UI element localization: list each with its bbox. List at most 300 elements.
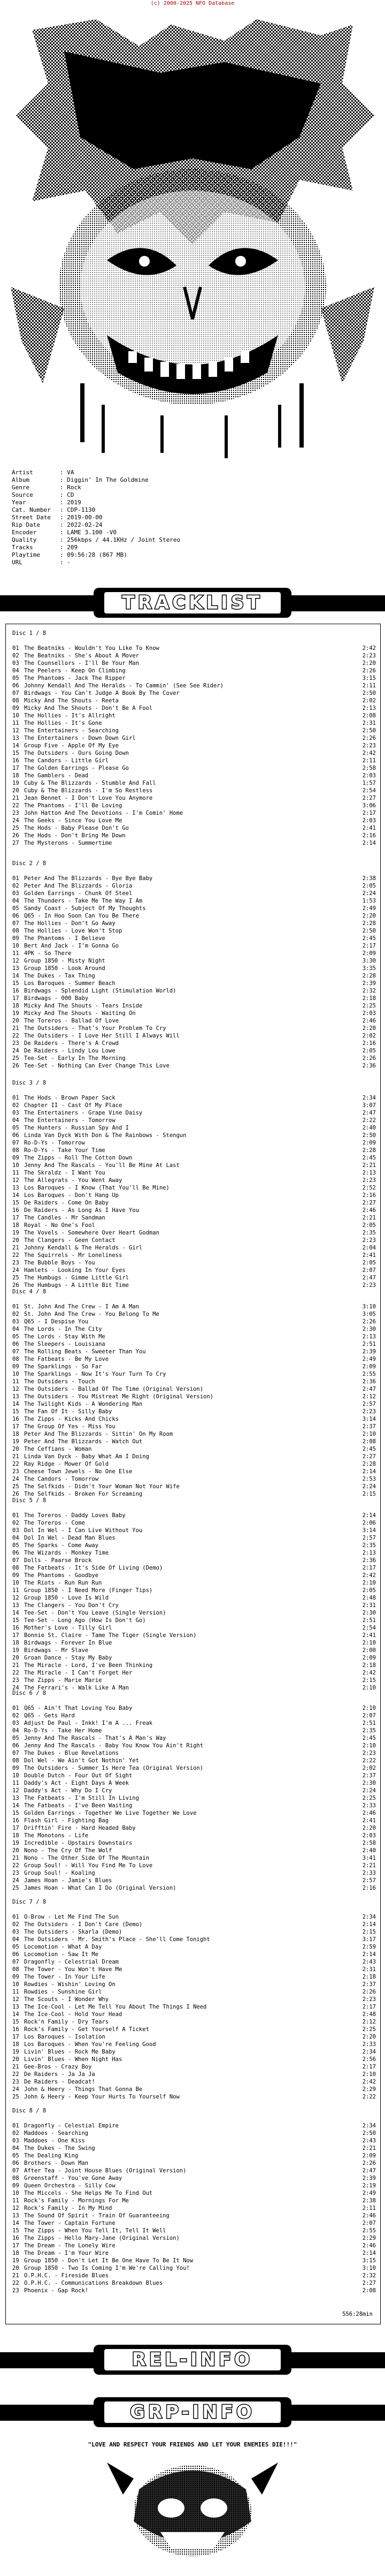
track-row	[12, 957, 376, 965]
track-row	[12, 1988, 376, 1996]
track-number: 06	[12, 1742, 19, 1749]
track-number: 09	[12, 935, 19, 942]
track-row	[12, 1527, 376, 1534]
track-number: 02	[12, 2130, 19, 2136]
track-title: Golden Earrings - Chunk Of Steel	[24, 890, 133, 897]
track-row	[12, 1047, 376, 1055]
track-title: The Selfkids - Didn't Your Woman Not Your Wife	[24, 1483, 180, 1490]
track-title: The Ice-Cool - Let Me Tell You About The Things I Need	[24, 2004, 207, 2010]
track-title: Ro-D-Ys - Tomorrow	[24, 1140, 85, 1146]
track-title: Royal - No One's Fool	[24, 1222, 95, 1229]
track-title: Nono - The Cry Of The Wolf	[24, 1847, 112, 1854]
track-length: 2:50	[362, 928, 376, 934]
track-title: Q65 - Gets Hard	[24, 1713, 75, 1719]
info-value: CDP-1130	[67, 506, 96, 513]
track-length: 2:42	[362, 2079, 376, 2085]
track-title: Ro-D-Ys - Take Her Home	[24, 1728, 102, 1734]
track-length: 2:03	[362, 817, 376, 824]
track-title: Los Baroques - I Know (That You'll Be Mine)	[24, 1185, 170, 1191]
track-title: The Geeks - Since You Love Me	[24, 817, 122, 824]
track-row	[12, 1325, 376, 1333]
track-number: 05	[12, 1125, 19, 1131]
track-length: 2:16	[362, 1040, 376, 1047]
track-row	[12, 1936, 376, 1943]
track-length: 2:27	[362, 1200, 376, 1206]
track-number: 12	[12, 1595, 19, 1601]
track-title: The Outsiders - I Don't Care (Demo)	[24, 1921, 143, 1928]
track-length: 3:15	[362, 675, 376, 681]
track-row	[12, 2287, 376, 2294]
track-title: The Clangers - You Don't Cry	[24, 1602, 119, 1609]
track-title: Micky And The Shouts - Tears Inside	[24, 1003, 143, 1009]
track-number: 02	[12, 1713, 19, 1719]
track-title: The Wizards - Monkey Time	[24, 1550, 109, 1556]
track-number: 23	[12, 1260, 19, 1266]
track-row	[12, 719, 376, 727]
track-row	[12, 1177, 376, 1184]
track-row	[12, 1102, 376, 1109]
track-number: 12	[12, 1386, 19, 1392]
track-number: 07	[12, 1348, 19, 1355]
info-label: Encoder	[12, 529, 37, 536]
track-row	[12, 1370, 376, 1378]
track-length: 2:54	[362, 1625, 376, 1631]
info-label: Genre	[12, 484, 30, 491]
track-length: 2:46	[362, 2213, 376, 2219]
track-title: The Vovels - Somewhere Over Heart Godman	[24, 1230, 159, 1236]
track-row	[12, 950, 376, 957]
track-number: 16	[12, 757, 19, 764]
track-row	[12, 667, 376, 675]
track-title: Gee-Bros - Crazy Boy	[24, 2064, 92, 2070]
track-length: 3:10	[362, 1304, 376, 1310]
track-number: 06	[12, 1951, 19, 1958]
track-length: 2:16	[362, 832, 376, 839]
track-length: 2:21	[362, 2145, 376, 2151]
track-row	[12, 2182, 376, 2189]
track-number: 01	[12, 1095, 19, 1101]
track-number: 06	[12, 683, 19, 689]
track-title: Johnny Kendall And The Heralds - To Cammin' (See See Rider)	[24, 683, 224, 689]
track-title: Q65 - Ain't That Loving You Baby	[24, 1705, 133, 1711]
track-title: James Hoan - What Can I Do (Original Version)	[24, 1885, 176, 1891]
track-row	[12, 1393, 376, 1400]
track-row	[12, 1310, 376, 1318]
track-number: 11	[12, 720, 19, 726]
track-title: The Dream - I'm Your Wire	[24, 2250, 109, 2256]
track-length: 2:11	[362, 2205, 376, 2211]
track-row	[12, 2018, 376, 2026]
track-length: 2:24	[362, 1483, 376, 1490]
track-length: 2:23	[362, 1408, 376, 1415]
track-length: 2:35	[362, 1230, 376, 1236]
track-length: 2:26	[362, 1989, 376, 1995]
track-number: 05	[12, 1944, 19, 1950]
track-row	[12, 1654, 376, 1662]
track-number: 17	[12, 765, 19, 771]
track-row	[12, 1222, 376, 1229]
track-row	[12, 1132, 376, 1139]
info-value: Rock	[67, 484, 81, 491]
track-row	[12, 1199, 376, 1207]
disc-header: Disc 5 / 8	[12, 1497, 47, 1504]
track-number: 09	[12, 1155, 19, 1161]
track-title: James Hoan - Jamie's Blues	[24, 1877, 112, 1884]
track-length: 2:47	[362, 1386, 376, 1392]
track-title: The Peelers - Keep On Climbing	[24, 668, 126, 674]
track-row	[12, 1572, 376, 1579]
track-row	[12, 2189, 376, 2197]
track-title: Dragonfly - Celestrial Dream	[24, 1959, 119, 1965]
track-length: 2:55	[362, 1371, 376, 1377]
track-row	[12, 920, 376, 927]
track-title: Birdwags - 000 Baby	[24, 995, 89, 1002]
track-number: 06	[12, 1341, 19, 1347]
track-title: The Phantoms - I Believe	[24, 935, 105, 942]
track-row	[12, 1913, 376, 1921]
track-row	[12, 1542, 376, 1549]
track-title: The Twilight Kids - A Wondering Man	[24, 1401, 143, 1407]
track-title: Tee-Set - Nothing Can Ever Change This Love	[24, 1063, 170, 1069]
track-row	[12, 1348, 376, 1355]
track-row	[12, 987, 376, 995]
ascii-artwork	[0, 9, 385, 469]
track-row	[12, 1928, 376, 1936]
track-number: 12	[12, 958, 19, 964]
track-row	[12, 2204, 376, 2212]
track-row	[12, 690, 376, 697]
disc-header: Disc 8 / 8	[12, 2108, 47, 2114]
track-title: Livin' Blues - Rock Me Baby	[24, 2049, 116, 2055]
info-row: Tracks : 209	[12, 544, 78, 551]
track-title: The Humbugs - A Little Bit Time	[24, 1282, 129, 1289]
track-row	[12, 980, 376, 987]
info-label: Playtime	[12, 551, 40, 558]
track-length: 2:07	[362, 1713, 376, 1719]
track-title: Dol Wel - We Ain't Got Nothin' Yet	[24, 1757, 139, 1764]
track-title: The Outsiders - Skarla (Demo)	[24, 1929, 122, 1935]
track-row	[12, 995, 376, 1002]
track-length: 2:42	[362, 1572, 376, 1579]
track-title: Group Five - Apple Of My Eye	[24, 743, 119, 749]
track-length: 2:40	[362, 1847, 376, 1854]
track-row	[12, 2152, 376, 2160]
track-number: 14	[12, 743, 19, 749]
track-length: 2:20	[362, 1825, 376, 1831]
track-number: 19	[12, 1840, 19, 1846]
track-number: 23	[12, 1468, 19, 1475]
track-title: Q65 - In Hoo Soon Can You Be There	[24, 913, 139, 919]
track-row	[12, 1609, 376, 1617]
track-title: The Outsiders - Summer Is Here Tea (Original Version)	[24, 1765, 204, 1771]
track-length: 2:53	[362, 1476, 376, 1482]
track-number: 19	[12, 1230, 19, 1236]
track-number: 07	[12, 1750, 19, 1756]
track-number: 26	[12, 1282, 19, 1289]
track-length: 3:14	[362, 1527, 376, 1534]
track-title: The Sleepers - Louisiana	[24, 1341, 105, 1347]
track-length: 2:49	[362, 2190, 376, 2196]
track-length: 2:37	[362, 1981, 376, 1988]
track-row	[12, 1385, 376, 1393]
track-title: The Outsiders - Mr. Smith's Place - She'll Come Tonight	[24, 1936, 210, 1943]
track-number: 17	[12, 1423, 19, 1430]
info-row: Playtime : 09:56:28 (867 MB)	[12, 551, 127, 558]
track-title: The Ceffians - Woman	[24, 1446, 92, 1452]
track-title: The Zipps - Kicks And Chicks	[24, 1416, 119, 1422]
track-length: 2:47	[362, 1275, 376, 1281]
track-number: 06	[12, 913, 19, 919]
track-row	[12, 2026, 376, 2033]
track-row	[12, 2093, 376, 2101]
track-length: 2:19	[362, 2183, 376, 2189]
track-title: The Outsiders - That's Your Problem To Cry	[24, 1025, 166, 1032]
track-row	[12, 1267, 376, 1274]
track-title: The Toreros - Ballad Of Love	[24, 1018, 119, 1024]
track-number: 13	[12, 1393, 19, 1400]
track-number: 17	[12, 1825, 19, 1831]
track-title: The Miracle - I Can't Forget Her	[24, 1670, 133, 1676]
track-length: 2:41	[362, 1817, 376, 1824]
track-row	[12, 2257, 376, 2264]
track-row	[12, 1475, 376, 1483]
track-title: Linda Van Dyck - Baby What Am I Doing	[24, 1453, 149, 1460]
track-number: 05	[12, 2153, 19, 2159]
info-value: 2019-00-00	[67, 514, 103, 521]
info-label: Street Date	[12, 514, 51, 521]
track-title: Ro-D-Ys - Take Your Time	[24, 1147, 105, 1154]
track-number: 20	[12, 1446, 19, 1452]
track-length: 2:13	[362, 1334, 376, 1340]
track-number: 13	[12, 1795, 19, 1801]
track-length: 2:09	[362, 950, 376, 957]
track-number: 21	[12, 2272, 19, 2279]
track-row	[12, 1734, 376, 1742]
track-number: 18	[12, 1640, 19, 1646]
track-length: 2:36	[362, 1063, 376, 1069]
track-title: The Fatbeats - Be My Love	[24, 1356, 109, 1362]
disc-header: Disc 3 / 8	[12, 1080, 47, 1086]
track-number: 11	[12, 950, 19, 957]
track-title: Los Baroques - Isolation	[24, 2034, 105, 2040]
track-number: 26	[12, 1063, 19, 1069]
track-row	[12, 1483, 376, 1490]
track-title: Micky And The Shouts - Waiting On	[24, 1010, 136, 1017]
track-title: Dolls - Paarse Brock	[24, 1557, 92, 1564]
track-row	[12, 1252, 376, 1259]
track-length: 2:34	[362, 1914, 376, 1920]
info-value: Diggin' In The Goldmine	[67, 476, 149, 483]
track-length: 2:09	[362, 1363, 376, 1370]
track-title: Greenstaff - You've Gone Away	[24, 2175, 122, 2181]
grpinfo-title: GRP-INFO	[130, 2401, 255, 2423]
track-row	[12, 757, 376, 764]
track-length: 2:31	[362, 720, 376, 726]
track-title: The Thunders - Take Me The Way I Am	[24, 898, 143, 904]
track-length: 3:17	[362, 1936, 376, 1943]
track-number: 17	[12, 1632, 19, 1639]
track-title: St. John And The Crew - You Belong To Me	[24, 1311, 159, 1317]
track-number: 04	[12, 1936, 19, 1943]
track-row	[12, 2219, 376, 2227]
track-row	[12, 1184, 376, 1192]
track-title: The Beatniks - She's About A Mover	[24, 653, 139, 659]
track-length: 2:15	[362, 1677, 376, 1684]
track-length: 2:15	[362, 1929, 376, 1935]
track-number: 20	[12, 1237, 19, 1244]
track-length: 2:13	[362, 1550, 376, 1556]
track-number: 05	[12, 1735, 19, 1741]
track-length: 2:00	[362, 1647, 376, 1654]
track-number: 23	[12, 1870, 19, 1876]
track-row	[12, 712, 376, 719]
track-row	[12, 1423, 376, 1430]
track-title: De Raiders - Deadcat!	[24, 2079, 95, 2085]
track-row	[12, 1794, 376, 1802]
track-number: 17	[12, 995, 19, 1002]
info-row: Encoder : LAME 3.100 -V0	[12, 529, 117, 536]
track-number: 11	[12, 1989, 19, 1995]
track-title: The Monotons - Life	[24, 1832, 89, 1839]
track-title: The Squirrels - Mr Loneliness	[24, 1252, 122, 1259]
track-length: 2:32	[362, 2272, 376, 2279]
track-number: 16	[12, 1625, 19, 1631]
track-row	[12, 2041, 376, 2048]
track-row	[12, 1460, 376, 1468]
track-number: 18	[12, 1832, 19, 1839]
track-title: The Hunters - Russian Spy And I	[24, 1125, 129, 1131]
track-row	[12, 942, 376, 950]
track-title: Los Baroques - When You're Feeling Good	[24, 2041, 156, 2048]
track-title: Jenny And The Rascals - Baby You Know You Ain't Right	[24, 1742, 204, 1749]
track-number: 13	[12, 735, 19, 741]
track-length: 2:26	[362, 668, 376, 674]
track-number: 17	[12, 1215, 19, 1221]
track-title: The Outsiders - You Mistreat Me Right (Original Version)	[24, 1393, 214, 1400]
track-title: The Golden Earrings - Please Go	[24, 765, 129, 771]
track-length: 2:28	[362, 1461, 376, 1467]
track-length: 3:05	[362, 1311, 376, 1317]
track-row	[12, 2227, 376, 2234]
track-row	[12, 727, 376, 734]
track-title: The Sound Of Spirit - Train Of Guaranteeing	[24, 2213, 170, 2219]
track-title: The Group Of Yes - Miss You	[24, 1423, 116, 1430]
track-length: 2:14	[362, 1512, 376, 1519]
info-row: Quality : 256kbps / 44.1KHz / Joint Stereo	[12, 536, 181, 543]
track-row	[12, 1340, 376, 1348]
track-length: 2:34	[362, 2049, 376, 2055]
track-length: 2:28	[362, 973, 376, 979]
track-number: 08	[12, 1966, 19, 1973]
track-title: Peter And The Blizzards - Bye Bye Baby	[24, 875, 153, 882]
track-length: 2:20	[362, 2034, 376, 2040]
track-number: 18	[12, 1003, 19, 1009]
track-length: 2:46	[362, 2242, 376, 2249]
track-length: 2:23	[362, 743, 376, 749]
track-length: 2:08	[362, 713, 376, 719]
track-number: 10	[12, 1772, 19, 1779]
track-length: 2:18	[362, 1974, 376, 1980]
track-number: 11	[12, 1780, 19, 1786]
track-length: 2:33	[362, 1870, 376, 1876]
track-title: The Allegrats - You Went Away	[24, 1177, 122, 1184]
track-number: 22	[12, 1252, 19, 1259]
track-row	[12, 1363, 376, 1370]
track-number: 07	[12, 920, 19, 927]
track-number: 07	[12, 1557, 19, 1564]
track-row	[12, 1453, 376, 1460]
track-length: 2:23	[362, 1237, 376, 1244]
track-row	[12, 1966, 376, 1973]
track-length: 2:14	[362, 1921, 376, 1928]
track-row	[12, 1764, 376, 1772]
track-row	[12, 1192, 376, 1199]
track-number: 04	[12, 1326, 19, 1332]
track-number: 19	[12, 780, 19, 786]
track-length: 2:56	[362, 2056, 376, 2063]
track-number: 03	[12, 1110, 19, 1116]
track-title: The Phantoms - Jack The Ripper	[24, 675, 126, 681]
track-length: 2:25	[362, 1795, 376, 1801]
track-length: 2:23	[362, 1177, 376, 1184]
track-row	[12, 1025, 376, 1032]
track-row	[12, 1564, 376, 1572]
info-label: Tracks	[12, 544, 33, 551]
track-length: 2:25	[362, 1003, 376, 1009]
relinfo-title: REL-INFO	[132, 2349, 253, 2370]
info-value: 09:56:28 (867 MB)	[67, 551, 127, 558]
track-number: 11	[12, 1378, 19, 1385]
track-length: 2:48	[362, 2011, 376, 2018]
info-label: Rip Date	[12, 521, 40, 528]
track-row	[12, 1438, 376, 1445]
track-number: 21	[12, 1855, 19, 1861]
track-title: Cuby & The Blizzards - I'm So Restless	[24, 787, 153, 794]
track-row	[12, 1877, 376, 1884]
track-row	[12, 1229, 376, 1237]
track-length: 2:23	[362, 1282, 376, 1289]
track-row	[12, 1430, 376, 1438]
track-row	[12, 704, 376, 712]
track-row	[12, 1677, 376, 1684]
track-number: 21	[12, 1245, 19, 1251]
track-row	[12, 1632, 376, 1639]
track-row	[12, 1921, 376, 1928]
track-length: 2:22	[362, 2094, 376, 2100]
track-number: 14	[12, 2011, 19, 2018]
track-length: 2:45	[362, 1446, 376, 1452]
track-title: Sandy Coast - Subject Of My Thoughts	[24, 905, 146, 912]
track-length: 2:29	[362, 2235, 376, 2241]
info-row: Rip Date : 2022-02-24	[12, 521, 103, 528]
track-number: 21	[12, 795, 19, 801]
track-title: The Selfkids - Broken For Screaming	[24, 1491, 143, 1497]
track-row	[12, 912, 376, 920]
track-length: 3:41	[362, 1855, 376, 1861]
track-length: 2:37	[362, 1423, 376, 1430]
track-length: 2:42	[362, 1670, 376, 1676]
track-number: 26	[12, 832, 19, 839]
track-title: Rock'n Family - Dry Tears	[24, 2019, 109, 2025]
track-row	[12, 1869, 376, 1877]
info-label: Source	[12, 491, 33, 498]
track-number: 02	[12, 1311, 19, 1317]
track-number: 23	[12, 2287, 19, 2294]
disc-section	[12, 1898, 376, 2101]
info-label: Album	[12, 476, 30, 483]
track-number: 10	[12, 1162, 19, 1169]
disc-header: Disc 1 / 8	[12, 630, 47, 637]
